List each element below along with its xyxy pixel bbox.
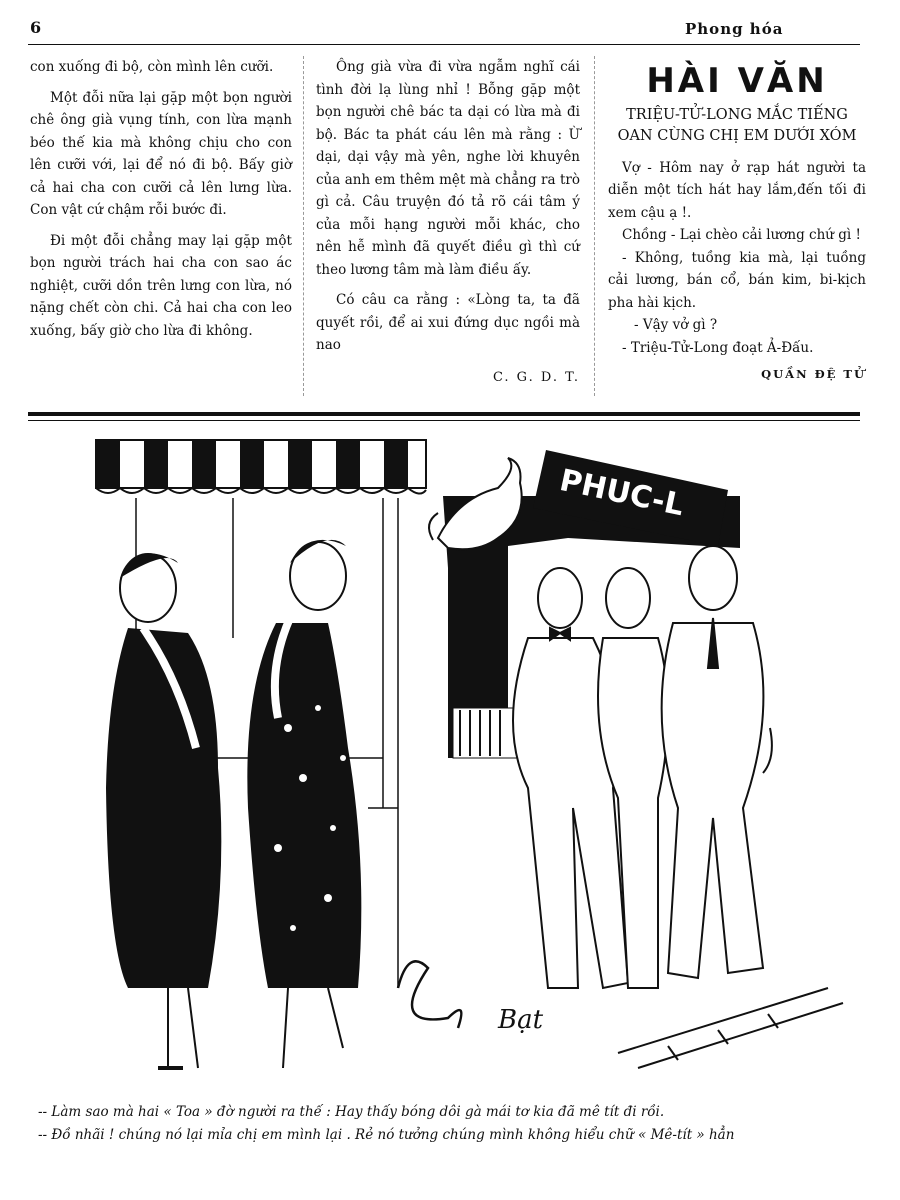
striped-awning [96, 440, 426, 494]
article-author: QUẦN ĐỆ TỬ [761, 367, 866, 381]
dialog-line-5: - Triệu-Tử-Long đoạt Ả-Đấu. [622, 339, 814, 356]
column-1 [30, 56, 292, 350]
dialog-line-1: Vợ - Hôm nay ở rạp hát người ta diễn một tích hát hay lắm,đến tối đi xem cậu ạ !. [608, 159, 866, 221]
caption-line-2: -- Đồ nhãi ! chúng nó lại mỉa chị em mình lại . Rẻ nó tưởng chúng mình không hiểu chữ « Mê-tít » hẳn [38, 1127, 735, 1143]
col1-paragraph-1: con xuống đi bộ, còn mình lên cưỡi. [30, 59, 274, 75]
cartoon-illustration [28, 428, 864, 1098]
column-divider-2 [594, 56, 595, 396]
header-rule [28, 44, 860, 45]
woman-right [247, 540, 361, 1068]
column-divider-1 [303, 56, 304, 396]
artist-signature [398, 961, 544, 1035]
col1-paragraph-3: Đi một đỗi chẳng may lại gặp một bọn người trách hai cha con sao ác nghiệt, cưỡi dồn trên lưng con lừa, nó nặng chết còn chi. Cả hai cha con leo xuống, bấy giờ cho lừa đi không. [30, 232, 292, 339]
man-right [662, 546, 772, 978]
artist-signature-text: Bạt [498, 1005, 544, 1035]
col2-paragraph-1: Ông già vừa đi vừa ngẫm nghĩ cái tình đời lạ lùng nhỉ ! Bỗng gặp một bọn người chê bác ta dại có lừa mà đi bộ. Bác ta phát cáu lên mà rằng : Ừ dại, dại vậy mà yên, nghe lời khuyên của anh em thêm mệt mà chẳng ra trò gì cả. Câu truyện đó tả rõ cái tâm ý của mỗi hạng người mỗi khác, cho nên hễ mình đã quyết điều gì thì cứ theo lương tâm mà làm điều ấy. [316, 59, 580, 278]
col1-paragraph-2: Một đỗi nữa lại gặp một bọn người chê ông già vụng tính, con lừa mạnh béo thế kia mà không chịu cho con lên cưỡi với, lại để nó đi bộ. Bấy giờ cả hai cha con cưỡi cả lên lưng lừa. Con vật cứ chậm rỗi bước đi. [30, 89, 292, 218]
col2-signature: C. G. D. T. [492, 369, 580, 385]
column-2 [316, 56, 580, 389]
page-number: 6 [30, 18, 42, 37]
dialog-line-3: - Không, tuồng kia mà, lại tuồng cải lương, bán cổ, bán kim, bi-kịch pha hài kịch. [608, 249, 866, 311]
column-3 [608, 56, 866, 386]
curb [618, 988, 843, 1068]
col2-paragraph-2: Có câu ca rằng : «Lòng ta, ta đã quyết rồi, để ai xui đứng dục ngồi mà nao [316, 292, 580, 353]
caption-line-1: -- Làm sao mà hai « Toa » đờ người ra thế : Hay thấy bóng dôi gà mái tơ kia đã mê tít đi rồi. [38, 1104, 665, 1120]
section-rule-thin [28, 420, 860, 421]
sign-text: PHUC-L [556, 462, 687, 524]
article-subtitle: TRIỆU-TỬ-LONG MẮC TIẾNG OAN CÙNG CHỊ EM DƯỚI XÓM [617, 106, 857, 144]
dialog-line-2: Chồng - Lại chèo cải lương chứ gì ! [622, 227, 861, 243]
running-header: Phong hóa [685, 20, 784, 38]
dialog-block [608, 157, 866, 360]
dialog-line-4: - Vậy vở gì ? [634, 317, 718, 333]
section-rule-thick [28, 412, 860, 416]
woman-left [106, 553, 221, 1068]
article-title: HÀI VĂN [646, 61, 828, 101]
